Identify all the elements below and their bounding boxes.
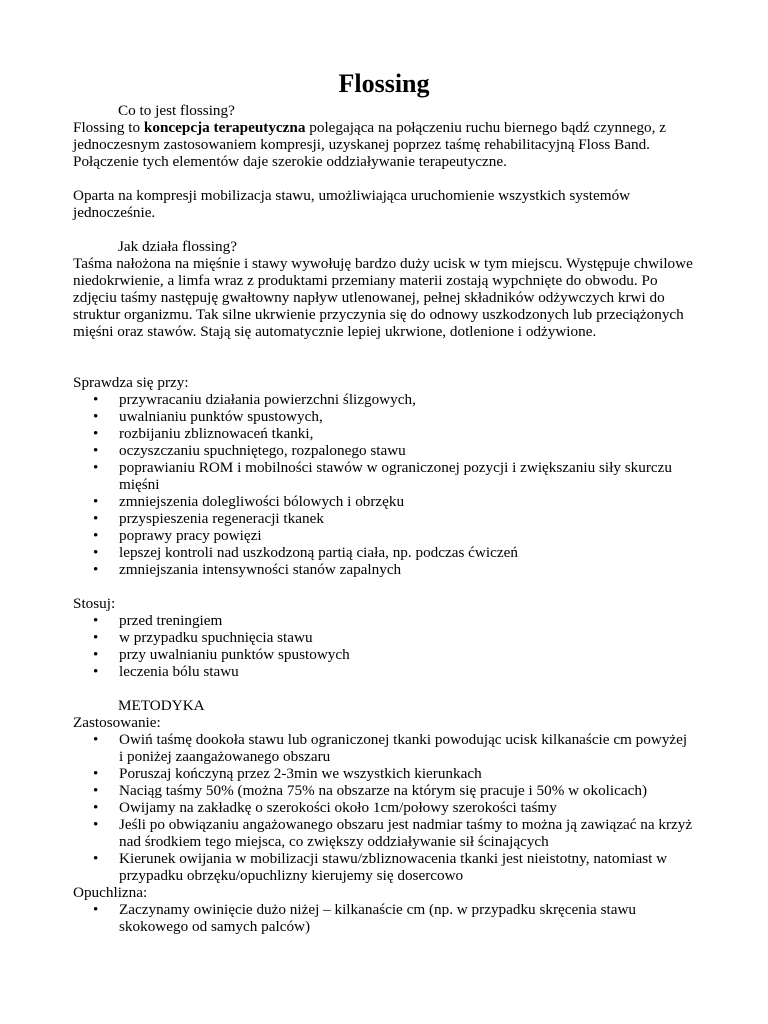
list-item: • zmniejszenia dolegliwości bólowych i obrzęku: [73, 493, 695, 510]
list-item: • oczyszczaniu spuchniętego, rozpalonego stawu: [73, 442, 695, 459]
definition-bold-term: koncepcja terapeutyczna: [143, 119, 306, 136]
use-list: [73, 612, 695, 680]
list-item: • Poruszaj kończyną przez 2-3min we wszystkich kierunkach: [73, 765, 695, 782]
list-item: • Jeśli po obwiązaniu angażowanego obszaru jest nadmiar taśmy to można ją zawiązać na krzyż nad środkiem tego miejsca, co zwiększy oddziaływanie sił ścinających: [73, 816, 695, 850]
list-item: • Owiń taśmę dookoła stawu lub ograniczonej tkanki powodując ucisk kilkanaście cm powyżej i poniżej zaangażowanego obszaru: [73, 731, 695, 765]
list-item: • w przypadku spuchnięcia stawu: [73, 629, 695, 646]
list-item: • przywracaniu działania powierzchni ślizgowych,: [73, 391, 695, 408]
swelling-list: [73, 901, 695, 935]
list-item: • poprawianiu ROM i mobilności stawów w ograniczonej pozycji i zwiększaniu siły skurczu mięśni: [73, 459, 695, 493]
how-it-works-paragraph: Taśma nałożona na mięśnie i stawy wywołuję bardzo duży ucisk w tym miejscu. Występuje chwilowe niedokrwienie, a limfa wraz z produktami przemiany materii zostają wypchnięte do obwodu. Po zdjęciu taśmy następuję gwałtowny napływ utlenowanej, pełnej składników odżywczych krwi do struktur organizmu. Tak silne ukrwienie przyczynia się do odnowy uszkodzonych lub przeciążonych mięśni oraz stawów. Stają się automatycznie lepiej ukrwione, dotlenione i odżywione.: [73, 255, 693, 340]
document-title: Flossing: [338, 69, 430, 98]
list-item: • rozbijaniu zbliznowaceń tkanki,: [73, 425, 695, 442]
subheading-swelling: Opuchlizna:: [73, 884, 148, 901]
application-list: [73, 731, 695, 884]
list-item: • Naciąg taśmy 50% (można 75% na obszarze na którym się pracuje i 50% w okolicach): [73, 782, 695, 799]
section-heading-use: Stosuj:: [73, 595, 116, 612]
document-page: [73, 66, 695, 935]
definition-paragraph: [73, 119, 695, 170]
mobilization-paragraph: Oparta na kompresji mobilizacja stawu, umożliwiająca uruchomienie wszystkich systemów jednocześnie.: [73, 187, 631, 221]
definition-text-start: Flossing to: [73, 119, 144, 136]
definition-text-end: polegająca na połączeniu ruchu biernego bądź czynnego, z jednoczesnym zastosowaniem kompresji, uzyskanej poprzez taśmę rehabilitacyjną Floss Band. Połączenie tych elementów daje szerokie oddziaływanie terapeutyczne.: [73, 119, 666, 170]
section-heading-methodology: METODYKA: [118, 697, 205, 714]
list-item: • zmniejszania intensywności stanów zapalnych: [73, 561, 695, 578]
list-item: • Kierunek owijania w mobilizacji stawu/zbliznowacenia tkanki jest nieistotny, natomiast w przypadku obrzęku/opuchlizny kierujemy się dosercowo: [73, 850, 695, 884]
section-heading-what-is: Co to jest flossing?: [118, 102, 235, 119]
list-item: • przyspieszenia regeneracji tkanek: [73, 510, 695, 527]
list-item: • Zaczynamy owinięcie dużo niżej – kilkanaście cm (np. w przypadku skręcenia stawu skokowego od samych palców): [73, 901, 695, 935]
list-item: • uwalnianiu punktów spustowych,: [73, 408, 695, 425]
list-item: • przed treningiem: [73, 612, 695, 629]
list-item: • Owijamy na zakładkę o szerokości około 1cm/połowy szerokości taśmy: [73, 799, 695, 816]
works-for-list: [73, 391, 695, 578]
list-item: • leczenia bólu stawu: [73, 663, 695, 680]
section-heading-how-it-works: Jak działa flossing?: [118, 238, 237, 255]
list-item: • lepszej kontroli nad uszkodzoną partią ciała, np. podczas ćwiczeń: [73, 544, 695, 561]
list-item: • przy uwalnianiu punktów spustowych: [73, 646, 695, 663]
subheading-application: Zastosowanie:: [73, 714, 161, 731]
section-heading-works-for: Sprawdza się przy:: [73, 374, 189, 391]
list-item: • poprawy pracy powięzi: [73, 527, 695, 544]
